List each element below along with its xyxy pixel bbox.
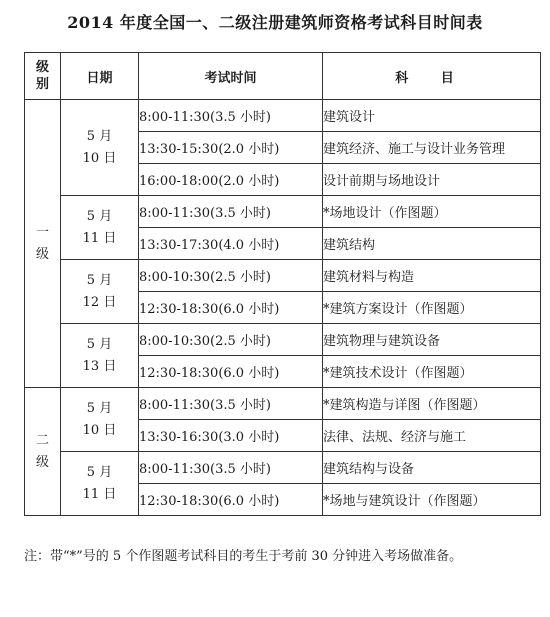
date-month: 5 月 [86, 272, 113, 288]
time-cell: 8:00-11:30(3.5 小时) [139, 196, 323, 228]
date-day: 13 日 [82, 358, 117, 374]
header-level-bottom: 别 [35, 77, 49, 92]
time-cell: 13:30-15:30(2.0 小时) [139, 132, 323, 164]
date-day: 10 日 [82, 422, 117, 438]
date-cell [61, 196, 139, 260]
time-cell: 8:00-10:30(2.5 小时) [139, 260, 323, 292]
header-time: 考试时间 [139, 53, 323, 100]
subject-cell: *建筑技术设计（作图题） [323, 356, 541, 388]
exam-schedule-table [24, 52, 541, 516]
time-cell: 8:00-10:30(2.5 小时) [139, 324, 323, 356]
time-cell: 13:30-17:30(4.0 小时) [139, 228, 323, 260]
subject-cell: 建筑结构与设备 [323, 452, 541, 484]
header-level-top: 级 [35, 60, 49, 75]
date-cell [61, 260, 139, 324]
table-header-row [25, 53, 541, 100]
date-day: 11 日 [82, 230, 117, 246]
time-cell: 12:30-18:30(6.0 小时) [139, 484, 323, 516]
time-cell: 13:30-16:30(3.0 小时) [139, 420, 323, 452]
subject-cell: 建筑经济、施工与设计业务管理 [323, 132, 541, 164]
date-cell [61, 100, 139, 196]
time-cell: 12:30-18:30(6.0 小时) [139, 356, 323, 388]
level-cell-2 [25, 388, 61, 516]
header-date: 日期 [61, 53, 139, 100]
level-2-top: 二 [35, 432, 49, 448]
table-row [25, 324, 541, 356]
level-2-bottom: 级 [35, 454, 49, 470]
date-cell [61, 324, 139, 388]
date-month: 5 月 [86, 464, 113, 480]
subject-cell: 建筑设计 [323, 100, 541, 132]
table-row [25, 196, 541, 228]
header-subject: 科 目 [323, 53, 541, 100]
date-day: 12 日 [82, 294, 117, 310]
level-cell-1 [25, 100, 61, 388]
table-row [25, 100, 541, 132]
time-cell: 8:00-11:30(3.5 小时) [139, 452, 323, 484]
date-month: 5 月 [86, 128, 113, 144]
date-month: 5 月 [86, 208, 113, 224]
footnote: 注：带“*”号的 5 个作图题考试科目的考生于考前 30 分钟进入考场做准备。 [24, 549, 463, 564]
time-cell: 8:00-11:30(3.5 小时) [139, 100, 323, 132]
date-day: 11 日 [82, 486, 117, 502]
page-title: 2014 年度全国一、二级注册建筑师资格考试科目时间表 [67, 13, 483, 32]
date-month: 5 月 [86, 400, 113, 416]
time-cell: 12:30-18:30(6.0 小时) [139, 292, 323, 324]
subject-cell: *场地与建筑设计（作图题） [323, 484, 541, 516]
subject-cell: 法律、法规、经济与施工 [323, 420, 541, 452]
subject-cell: 建筑结构 [323, 228, 541, 260]
date-month: 5 月 [86, 336, 113, 352]
table-row [25, 452, 541, 484]
level-1-bottom: 级 [35, 246, 49, 262]
date-cell [61, 388, 139, 452]
date-cell [61, 452, 139, 516]
date-day: 10 日 [82, 150, 117, 166]
table-row [25, 260, 541, 292]
subject-cell: 建筑物理与建筑设备 [323, 324, 541, 356]
subject-cell: *场地设计（作图题） [323, 196, 541, 228]
subject-cell: 设计前期与场地设计 [323, 164, 541, 196]
level-1-top: 一 [35, 224, 49, 240]
time-cell: 8:00-11:30(3.5 小时) [139, 388, 323, 420]
table-row [25, 388, 541, 420]
time-cell: 16:00-18:00(2.0 小时) [139, 164, 323, 196]
subject-cell: *建筑构造与详图（作图题） [323, 388, 541, 420]
subject-cell: 建筑材料与构造 [323, 260, 541, 292]
header-level [25, 53, 61, 100]
subject-cell: *建筑方案设计（作图题） [323, 292, 541, 324]
